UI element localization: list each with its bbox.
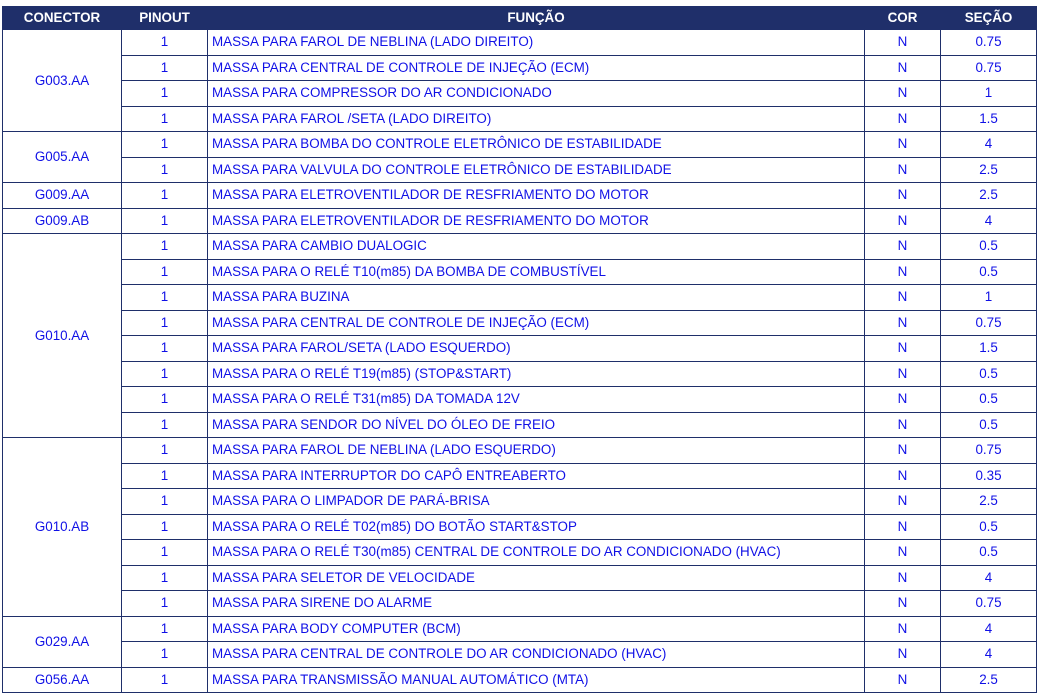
- cell-cor: N: [865, 208, 941, 234]
- cell-funcao: MASSA PARA O RELÉ T31(m85) DA TOMADA 12V: [208, 387, 865, 413]
- cell-pinout: 1: [122, 463, 208, 489]
- cell-pinout: 1: [122, 361, 208, 387]
- cell-cor: N: [865, 642, 941, 668]
- cell-funcao: MASSA PARA FAROL DE NEBLINA (LADO ESQUERDO): [208, 438, 865, 464]
- cell-funcao: MASSA PARA CENTRAL DE CONTROLE DE INJEÇÃO (ECM): [208, 310, 865, 336]
- header-secao: SEÇÃO: [941, 7, 1037, 30]
- table-row: [3, 514, 1037, 540]
- cell-secao: 0.75: [941, 438, 1037, 464]
- cell-pinout: 1: [122, 540, 208, 566]
- cell-secao: 0.5: [941, 234, 1037, 260]
- cell-funcao: MASSA PARA SENDOR DO NÍVEL DO ÓLEO DE FREIO: [208, 412, 865, 438]
- table-row: [3, 234, 1037, 260]
- connector-table-container: [2, 6, 1037, 693]
- cell-funcao: MASSA PARA FAROL DE NEBLINA (LADO DIREITO): [208, 30, 865, 56]
- cell-funcao: MASSA PARA O RELÉ T02(m85) DO BOTÃO START&STOP: [208, 514, 865, 540]
- cell-secao: 0.5: [941, 514, 1037, 540]
- cell-cor: N: [865, 361, 941, 387]
- cell-cor: N: [865, 55, 941, 81]
- cell-funcao: MASSA PARA BOMBA DO CONTROLE ELETRÔNICO DE ESTABILIDADE: [208, 132, 865, 158]
- cell-cor: N: [865, 463, 941, 489]
- cell-secao: 2.5: [941, 489, 1037, 515]
- cell-cor: N: [865, 438, 941, 464]
- cell-funcao: MASSA PARA ELETROVENTILADOR DE RESFRIAMENTO DO MOTOR: [208, 183, 865, 209]
- cell-funcao: MASSA PARA O LIMPADOR DE PARÁ-BRISA: [208, 489, 865, 515]
- cell-cor: N: [865, 336, 941, 362]
- cell-secao: 0.75: [941, 55, 1037, 81]
- cell-funcao: MASSA PARA BODY COMPUTER (BCM): [208, 616, 865, 642]
- cell-funcao: MASSA PARA SELETOR DE VELOCIDADE: [208, 565, 865, 591]
- cell-cor: N: [865, 387, 941, 413]
- table-row: [3, 412, 1037, 438]
- cell-cor: N: [865, 259, 941, 285]
- cell-cor: N: [865, 616, 941, 642]
- cell-conector: G005.AA: [3, 132, 122, 183]
- cell-secao: 1: [941, 285, 1037, 311]
- cell-secao: 1.5: [941, 336, 1037, 362]
- cell-pinout: 1: [122, 642, 208, 668]
- cell-conector: G010.AA: [3, 234, 122, 438]
- header-cor: COR: [865, 7, 941, 30]
- table-row: [3, 438, 1037, 464]
- table-row: [3, 106, 1037, 132]
- cell-secao: 1.5: [941, 106, 1037, 132]
- cell-cor: N: [865, 310, 941, 336]
- cell-secao: 4: [941, 208, 1037, 234]
- cell-conector: G029.AA: [3, 616, 122, 667]
- cell-funcao: MASSA PARA SIRENE DO ALARME: [208, 591, 865, 617]
- cell-pinout: 1: [122, 234, 208, 260]
- table-header: [3, 7, 1037, 30]
- cell-pinout: 1: [122, 387, 208, 413]
- cell-secao: 0.75: [941, 591, 1037, 617]
- cell-pinout: 1: [122, 285, 208, 311]
- cell-cor: N: [865, 30, 941, 56]
- cell-secao: 0.5: [941, 361, 1037, 387]
- table-row: [3, 157, 1037, 183]
- cell-funcao: MASSA PARA FAROL/SETA (LADO ESQUERDO): [208, 336, 865, 362]
- cell-cor: N: [865, 157, 941, 183]
- cell-cor: N: [865, 132, 941, 158]
- cell-pinout: 1: [122, 259, 208, 285]
- cell-secao: 2.5: [941, 667, 1037, 693]
- cell-pinout: 1: [122, 310, 208, 336]
- cell-pinout: 1: [122, 183, 208, 209]
- table-row: [3, 285, 1037, 311]
- cell-pinout: 1: [122, 208, 208, 234]
- cell-funcao: MASSA PARA CENTRAL DE CONTROLE DE INJEÇÃO (ECM): [208, 55, 865, 81]
- cell-secao: 0.75: [941, 30, 1037, 56]
- cell-secao: 0.5: [941, 540, 1037, 566]
- table-row: [3, 667, 1037, 693]
- cell-funcao: MASSA PARA O RELÉ T10(m85) DA BOMBA DE COMBUSTÍVEL: [208, 259, 865, 285]
- cell-funcao: MASSA PARA O RELÉ T30(m85) CENTRAL DE CONTROLE DO AR CONDICIONADO (HVAC): [208, 540, 865, 566]
- cell-secao: 0.35: [941, 463, 1037, 489]
- table-row: [3, 565, 1037, 591]
- cell-funcao: MASSA PARA ELETROVENTILADOR DE RESFRIAMENTO DO MOTOR: [208, 208, 865, 234]
- table-row: [3, 55, 1037, 81]
- cell-cor: N: [865, 285, 941, 311]
- cell-secao: 2.5: [941, 157, 1037, 183]
- table-row: [3, 208, 1037, 234]
- cell-cor: N: [865, 106, 941, 132]
- cell-pinout: 1: [122, 514, 208, 540]
- cell-conector: G009.AA: [3, 183, 122, 209]
- table-row: [3, 540, 1037, 566]
- cell-funcao: MASSA PARA O RELÉ T19(m85) (STOP&START): [208, 361, 865, 387]
- cell-secao: 2.5: [941, 183, 1037, 209]
- cell-conector: G010.AB: [3, 438, 122, 617]
- cell-pinout: 1: [122, 412, 208, 438]
- cell-secao: 0.5: [941, 412, 1037, 438]
- header-pinout: PINOUT: [122, 7, 208, 30]
- table-row: [3, 642, 1037, 668]
- cell-secao: 0.75: [941, 310, 1037, 336]
- cell-pinout: 1: [122, 157, 208, 183]
- cell-funcao: MASSA PARA TRANSMISSÃO MANUAL AUTOMÁTICO (MTA): [208, 667, 865, 693]
- header-funcao: FUNÇÃO: [208, 7, 865, 30]
- connector-table: [2, 6, 1037, 693]
- cell-cor: N: [865, 234, 941, 260]
- cell-secao: 4: [941, 616, 1037, 642]
- cell-cor: N: [865, 514, 941, 540]
- cell-funcao: MASSA PARA FAROL /SETA (LADO DIREITO): [208, 106, 865, 132]
- table-row: [3, 616, 1037, 642]
- cell-cor: N: [865, 565, 941, 591]
- cell-cor: N: [865, 183, 941, 209]
- cell-cor: N: [865, 591, 941, 617]
- cell-cor: N: [865, 412, 941, 438]
- table-row: [3, 132, 1037, 158]
- table-row: [3, 259, 1037, 285]
- header-conector: CONECTOR: [3, 7, 122, 30]
- cell-funcao: MASSA PARA CAMBIO DUALOGIC: [208, 234, 865, 260]
- cell-secao: 4: [941, 132, 1037, 158]
- cell-pinout: 1: [122, 591, 208, 617]
- cell-pinout: 1: [122, 667, 208, 693]
- cell-pinout: 1: [122, 30, 208, 56]
- cell-pinout: 1: [122, 565, 208, 591]
- table-body: [3, 30, 1037, 693]
- cell-cor: N: [865, 540, 941, 566]
- table-row: [3, 463, 1037, 489]
- table-row: [3, 183, 1037, 209]
- cell-funcao: MASSA PARA COMPRESSOR DO AR CONDICIONADO: [208, 81, 865, 107]
- table-row: [3, 81, 1037, 107]
- cell-funcao: MASSA PARA VALVULA DO CONTROLE ELETRÔNICO DE ESTABILIDADE: [208, 157, 865, 183]
- cell-pinout: 1: [122, 616, 208, 642]
- cell-secao: 1: [941, 81, 1037, 107]
- header-row: [3, 7, 1037, 30]
- cell-pinout: 1: [122, 55, 208, 81]
- cell-conector: G056.AA: [3, 667, 122, 693]
- cell-funcao: MASSA PARA CENTRAL DE CONTROLE DO AR CONDICIONADO (HVAC): [208, 642, 865, 668]
- cell-pinout: 1: [122, 489, 208, 515]
- cell-cor: N: [865, 81, 941, 107]
- cell-conector: G003.AA: [3, 30, 122, 132]
- cell-pinout: 1: [122, 438, 208, 464]
- table-row: [3, 387, 1037, 413]
- table-row: [3, 591, 1037, 617]
- table-row: [3, 30, 1037, 56]
- cell-pinout: 1: [122, 132, 208, 158]
- cell-pinout: 1: [122, 106, 208, 132]
- cell-cor: N: [865, 667, 941, 693]
- cell-pinout: 1: [122, 336, 208, 362]
- cell-secao: 0.5: [941, 259, 1037, 285]
- cell-cor: N: [865, 489, 941, 515]
- table-row: [3, 489, 1037, 515]
- table-row: [3, 361, 1037, 387]
- cell-secao: 0.5: [941, 387, 1037, 413]
- cell-secao: 4: [941, 565, 1037, 591]
- cell-secao: 4: [941, 642, 1037, 668]
- table-row: [3, 336, 1037, 362]
- cell-funcao: MASSA PARA INTERRUPTOR DO CAPÔ ENTREABERTO: [208, 463, 865, 489]
- cell-conector: G009.AB: [3, 208, 122, 234]
- cell-funcao: MASSA PARA BUZINA: [208, 285, 865, 311]
- cell-pinout: 1: [122, 81, 208, 107]
- table-row: [3, 310, 1037, 336]
